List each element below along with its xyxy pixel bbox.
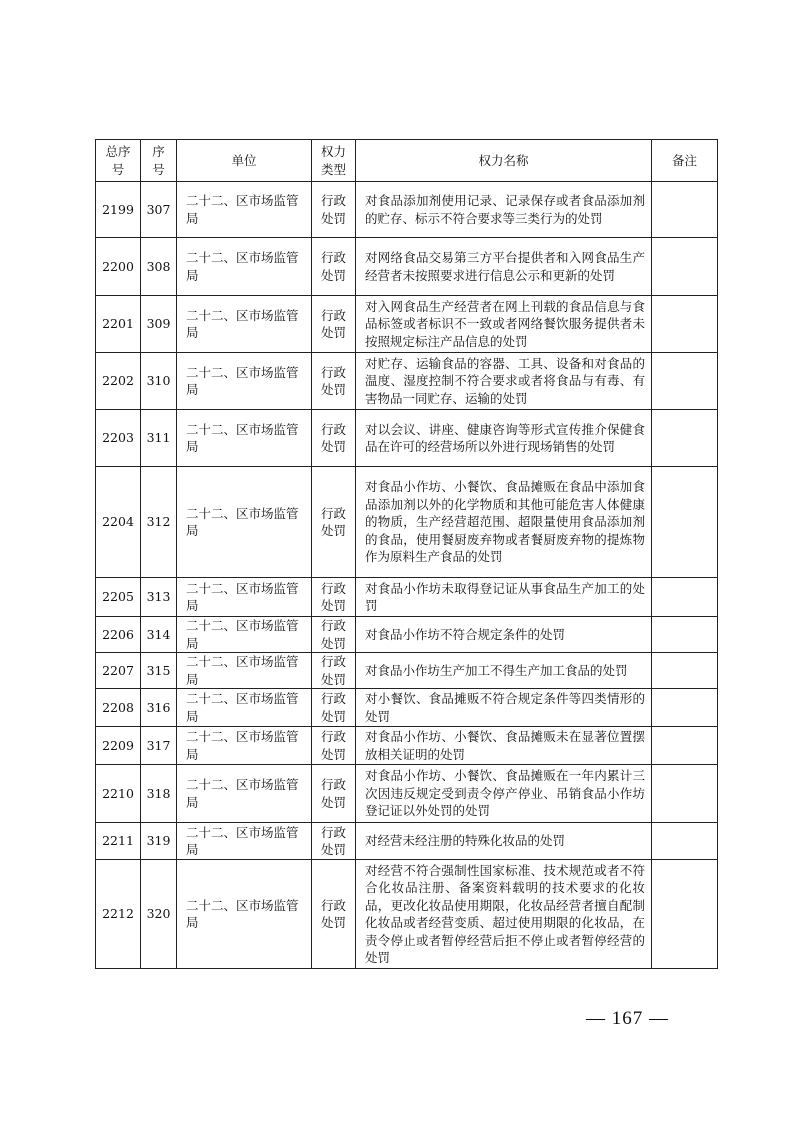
unit-cell: 二十二、区市场监管局 (177, 296, 312, 353)
remarks-cell (652, 765, 718, 823)
power-name-cell: 对网络食品交易第三方平台提供者和入网食品生产经营者未按照要求进行信息公示和更新的处罚 (356, 238, 652, 296)
power-type-cell (312, 238, 356, 296)
remarks-cell (652, 467, 718, 578)
power-type-text: 行政处罚 (320, 691, 346, 724)
table-row (96, 765, 718, 823)
seq-no-cell: 320 (141, 860, 177, 969)
seq-no-cell: 312 (141, 467, 177, 578)
power-name-cell: 对食品小作坊、小餐饮、食品摊贩在一年内累计三次因违反规定受到责令停产停业、吊销食品小作坊登记证以外处罚的处罚 (356, 765, 652, 823)
seq-no-cell: 314 (141, 617, 177, 653)
remarks-cell (652, 182, 718, 238)
power-name-cell: 对小餐饮、食品摊贩不符合规定条件等四类情形的处罚 (356, 689, 652, 727)
table-row (96, 860, 718, 969)
remarks-cell (652, 238, 718, 296)
power-type-text: 行政处罚 (320, 897, 346, 930)
power-type-cell (312, 653, 356, 689)
table-header-row (96, 140, 718, 182)
power-list-table (95, 139, 718, 969)
unit-cell: 二十二、区市场监管局 (177, 238, 312, 296)
total-no-cell: 2208 (96, 689, 141, 727)
power-name-cell: 对贮存、运输食品的容器、工具、设备和对食品的温度、湿度控制不符合要求或者将食品与有毒、有害物品一同贮存、运输的处罚 (356, 353, 652, 410)
header-unit: 单位 (177, 140, 312, 182)
power-type-text: 行政处罚 (320, 824, 346, 857)
total-no-cell: 2200 (96, 238, 141, 296)
power-type-text: 行政处罚 (320, 777, 346, 810)
table-row (96, 353, 718, 410)
table-row (96, 653, 718, 689)
remarks-cell (652, 653, 718, 689)
power-name-cell: 对食品小作坊不符合规定条件的处罚 (356, 617, 652, 653)
power-type-text: 行政处罚 (320, 580, 346, 613)
power-type-text: 行政处罚 (320, 421, 346, 454)
power-type-text: 行政处罚 (320, 364, 346, 397)
table-row (96, 467, 718, 578)
total-no-cell: 2204 (96, 467, 141, 578)
table-row (96, 238, 718, 296)
power-type-text: 行政处罚 (320, 618, 346, 651)
total-no-cell: 2212 (96, 860, 141, 969)
total-no-cell: 2199 (96, 182, 141, 238)
power-name-cell: 对食品小作坊、小餐饮、食品摊贩未在显著位置摆放相关证明的处罚 (356, 727, 652, 765)
power-type-cell (312, 410, 356, 467)
unit-cell: 二十二、区市场监管局 (177, 727, 312, 765)
power-type-cell (312, 182, 356, 238)
power-name-cell: 对食品小作坊、小餐饮、食品摊贩在食品中添加食品添加剂以外的化学物质和其他可能危害人体健康的物质，生产经营超范围、超限量使用食品添加剂的食品，使用餐厨废弃物或者餐厨废弃物的提炼物作为原料生产食品的处罚 (356, 467, 652, 578)
unit-cell: 二十二、区市场监管局 (177, 689, 312, 727)
header-total-no: 总序号 (96, 140, 141, 182)
header-seq-no: 序号 (141, 140, 177, 182)
table-row (96, 296, 718, 353)
power-name-cell: 对经营未经注册的特殊化妆品的处罚 (356, 823, 652, 860)
unit-cell: 二十二、区市场监管局 (177, 823, 312, 860)
header-power-type: 权力类型 (312, 140, 356, 182)
remarks-cell (652, 689, 718, 727)
table-row (96, 617, 718, 653)
unit-cell: 二十二、区市场监管局 (177, 765, 312, 823)
power-type-cell (312, 765, 356, 823)
unit-cell: 二十二、区市场监管局 (177, 860, 312, 969)
table-row (96, 823, 718, 860)
seq-no-cell: 310 (141, 353, 177, 410)
header-remarks: 备注 (652, 140, 718, 182)
power-type-cell (312, 467, 356, 578)
power-name-cell: 对食品小作坊生产加工不得生产加工食品的处罚 (356, 653, 652, 689)
power-name-cell: 对食品小作坊未取得登记证从事食品生产加工的处罚 (356, 578, 652, 617)
total-no-cell: 2201 (96, 296, 141, 353)
power-type-text: 行政处罚 (320, 729, 346, 762)
power-name-cell: 对食品添加剂使用记录、记录保存或者食品添加剂的贮存、标示不符合要求等三类行为的处罚 (356, 182, 652, 238)
remarks-cell (652, 860, 718, 969)
table-row (96, 578, 718, 617)
power-type-cell (312, 727, 356, 765)
remarks-cell (652, 727, 718, 765)
total-no-cell: 2205 (96, 578, 141, 617)
seq-no-cell: 313 (141, 578, 177, 617)
table-row (96, 727, 718, 765)
remarks-cell (652, 410, 718, 467)
seq-no-cell: 311 (141, 410, 177, 467)
power-name-cell: 对经营不符合强制性国家标准、技术规范或者不符合化妆品注册、备案资料载明的技术要求的化妆品，更改化妆品使用期限，化妆品经营者擅自配制化妆品或者经营变质、超过使用期限的化妆品，在责令停止或者暂停经营后拒不停止或者暂停经营的处罚 (356, 860, 652, 969)
power-type-cell (312, 617, 356, 653)
unit-cell: 二十二、区市场监管局 (177, 353, 312, 410)
remarks-cell (652, 578, 718, 617)
seq-no-cell: 307 (141, 182, 177, 238)
total-no-cell: 2207 (96, 653, 141, 689)
remarks-cell (652, 296, 718, 353)
total-no-cell: 2206 (96, 617, 141, 653)
remarks-cell (652, 823, 718, 860)
power-name-cell: 对以会议、讲座、健康咨询等形式宣传推介保健食品在许可的经营场所以外进行现场销售的处罚 (356, 410, 652, 467)
remarks-cell (652, 353, 718, 410)
unit-cell: 二十二、区市场监管局 (177, 617, 312, 653)
total-no-cell: 2202 (96, 353, 141, 410)
table-body (96, 182, 718, 969)
power-type-text: 行政处罚 (320, 505, 346, 538)
power-type-cell (312, 296, 356, 353)
power-name-cell: 对入网食品生产经营者在网上刊载的食品信息与食品标签或者标识不一致或者网络餐饮服务提供者未按照规定标注产品信息的处罚 (356, 296, 652, 353)
page-number: — 167 — (586, 1008, 669, 1029)
total-no-cell: 2203 (96, 410, 141, 467)
power-type-cell (312, 578, 356, 617)
unit-cell: 二十二、区市场监管局 (177, 410, 312, 467)
unit-cell: 二十二、区市场监管局 (177, 467, 312, 578)
table-row (96, 182, 718, 238)
seq-no-cell: 316 (141, 689, 177, 727)
power-type-text: 行政处罚 (320, 193, 346, 226)
total-no-cell: 2210 (96, 765, 141, 823)
power-type-cell (312, 823, 356, 860)
seq-no-cell: 319 (141, 823, 177, 860)
table-row (96, 689, 718, 727)
seq-no-cell: 309 (141, 296, 177, 353)
power-type-cell (312, 860, 356, 969)
total-no-cell: 2209 (96, 727, 141, 765)
power-type-text: 行政处罚 (320, 654, 346, 687)
power-type-cell (312, 689, 356, 727)
unit-cell: 二十二、区市场监管局 (177, 182, 312, 238)
total-no-cell: 2211 (96, 823, 141, 860)
seq-no-cell: 308 (141, 238, 177, 296)
seq-no-cell: 315 (141, 653, 177, 689)
seq-no-cell: 317 (141, 727, 177, 765)
unit-cell: 二十二、区市场监管局 (177, 653, 312, 689)
table-row (96, 410, 718, 467)
power-type-cell (312, 353, 356, 410)
remarks-cell (652, 617, 718, 653)
seq-no-cell: 318 (141, 765, 177, 823)
unit-cell: 二十二、区市场监管局 (177, 578, 312, 617)
power-type-text: 行政处罚 (320, 250, 346, 283)
header-power-name: 权力名称 (356, 140, 652, 182)
power-type-text: 行政处罚 (320, 307, 346, 340)
